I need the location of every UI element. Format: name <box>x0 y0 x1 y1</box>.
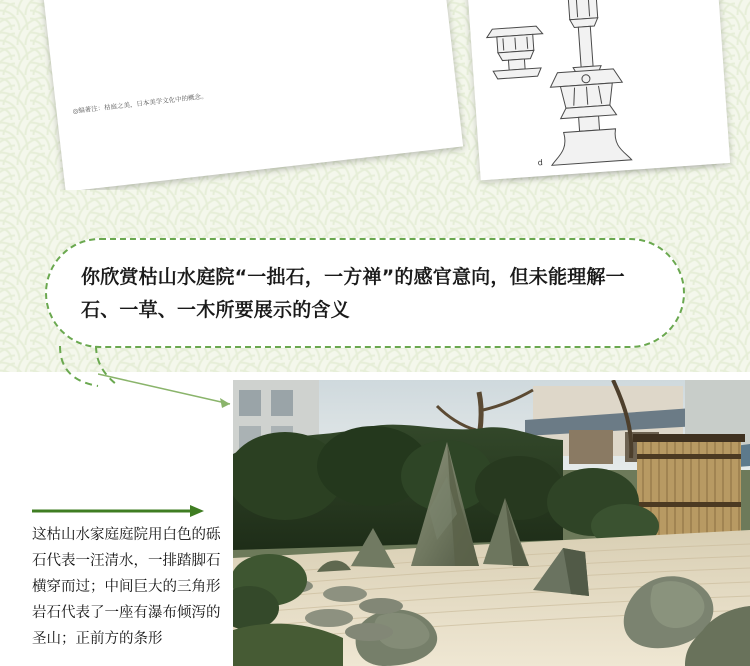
speech-bubble-text: 你欣赏枯山水庭院“一拙石，一方禅”的感官意向，但未能理解一石、一草、一木所要展示的含义 <box>81 266 625 321</box>
stone-lantern-illustration <box>460 0 730 180</box>
lantern-sketch-svg <box>460 0 730 180</box>
book-page-caption: ◎编著注：枯庭之美，日本美学文化中的概念。 <box>72 92 208 116</box>
garden-photo-svg <box>233 380 750 666</box>
caption-arrow-icon <box>32 504 204 516</box>
scanned-book-spread <box>0 0 750 190</box>
garden-photo <box>233 380 750 666</box>
figure-label-d: d <box>537 157 544 168</box>
photo-caption-text: 这枯山水家庭庭院用白色的砾石代表一汪清水，一排踏脚石横穿而过；中间巨大的三角形岩石代表了一座有瀑布倾泻的圣山；正前方的条形 <box>32 527 221 647</box>
book-page-left <box>33 0 463 190</box>
speech-bubble <box>45 238 685 348</box>
bubble-pointer-line <box>98 372 238 412</box>
